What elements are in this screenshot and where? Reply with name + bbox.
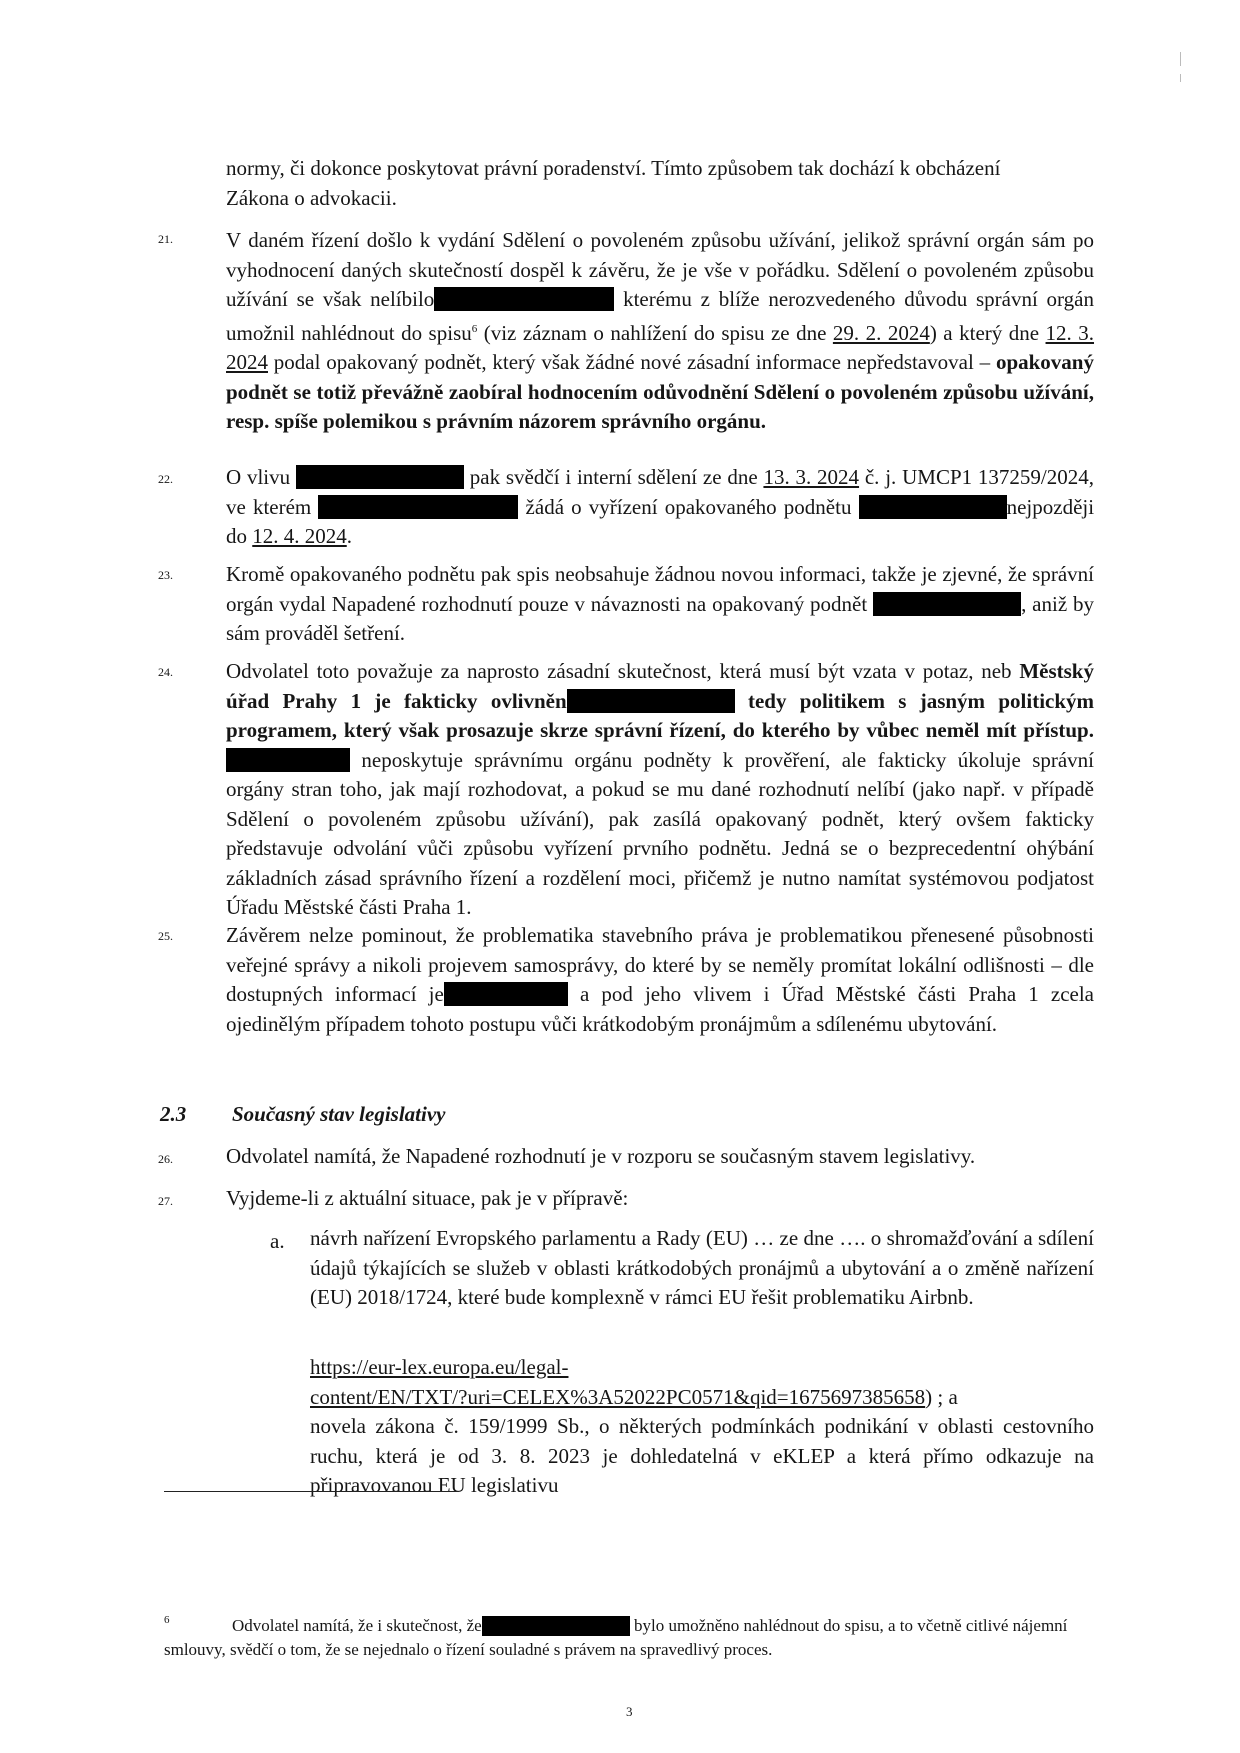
redaction-block xyxy=(859,495,1007,519)
footnote-mark: 6 xyxy=(164,1614,170,1626)
section-title: Současný stav legislativy xyxy=(232,1102,446,1126)
paragraph-number: 21. xyxy=(158,232,173,246)
list-letter: a. xyxy=(270,1229,285,1253)
paragraph-text: žádá o vyřízení opakovaného podnětu xyxy=(525,494,852,519)
paragraph-text: O vlivu xyxy=(226,465,291,489)
footnote-text: Odvolatel namítá, že i skutečnost, že xyxy=(232,1616,482,1635)
paragraph-text: Kromě opakovaného podnětu pak spis neobsahuje žádnou novou informaci, takže je zjevné, že správní orgán vydal Napadené rozhodnutí pouze v návaznosti na opakovaný podnět xyxy=(226,562,1094,616)
paragraph-text: Zákona o advokacii. xyxy=(226,185,397,210)
eur-lex-link[interactable] xyxy=(310,1353,958,1412)
paragraph-20-tail xyxy=(226,154,1094,213)
footnote xyxy=(164,1614,1094,1662)
date: 12. 4. 2024 xyxy=(252,524,347,548)
page-number: 3 xyxy=(626,1704,633,1719)
paragraph-text: kterému z blíže nerozvedeného důvodu správní orgán umožnil nahlédnout do spisu xyxy=(226,287,1094,345)
paragraph-text: pak svědčí i interní sdělení ze dne xyxy=(469,465,764,489)
list-item-a: návrh nařízení Evropského parlamentu a Rady (EU) … ze dne …. o shromažďování a sdílení údajů týkajících se služeb v oblasti krátkodobých pronájmů a ubytování a o změně nařízení (EU) 2018/1724, které bude komplexně v rámci EU řešit problematiku Airbnb. xyxy=(310,1226,1094,1309)
paragraph-22 xyxy=(226,463,1094,552)
section-number: 2.3 xyxy=(160,1102,187,1126)
scan-mark xyxy=(1180,52,1181,66)
redaction-block xyxy=(482,1616,630,1636)
paragraph-number: 27. xyxy=(158,1194,173,1208)
paragraph-27: Vyjdeme-li z aktuální situace, pak je v přípravě: xyxy=(226,1186,629,1210)
redaction-block xyxy=(296,465,464,489)
paragraph-21 xyxy=(226,226,1094,437)
footnote-text: bylo umožněno nahlédnout do spisu, a to včetně citlivé nájemní smlouvy, svědčí o tom, že se nejednalo o řízení souladné s právem na spravedlivý proces. xyxy=(164,1616,1068,1659)
paragraph-text: V daném řízení došlo k vydání Sdělení o povoleném způsobu užívání, jelikož správní orgán sám po vyhodnocení daných skutečností dospěl k závěru, že je vše v pořádku. Sdělení o povoleném způsobu užívání se však nelíbilo xyxy=(226,228,1094,311)
paragraph-text: podal opakovaný podnět, který však žádné nové zásadní informace nepředstavoval – xyxy=(268,350,996,374)
footnote-reference: 6 xyxy=(471,322,478,335)
paragraph-text: Odvolatel toto považuje za naprosto zásadní skutečnost, která musí být vzata v potaz, neb xyxy=(226,659,1020,683)
paragraph-number: 26. xyxy=(158,1152,173,1166)
paragraph-23 xyxy=(226,560,1094,649)
date: 13. 3. 2024 xyxy=(763,465,860,489)
scan-mark xyxy=(1180,74,1181,82)
bold-text: tedy politikem s jasným politickým programem, který však prosazuje skrze správní řízení, do kterého by vůbec neměl mít přístup. xyxy=(226,688,1095,742)
paragraph-text: Závěrem nelze pominout, že problematika stavebního práva je problematikou přenesené působnosti veřejné správy a nikoli projevem samosprávy, do které by se neměly promítat lokální odlišnosti – dle dostupných informací je xyxy=(226,923,1094,1006)
bold-text: opakovaný podnět se totiž převážně zaobíral hodnocením odůvodnění Sdělení o povoleném způsobu užívání, resp. spíše polemikou s právním názorem správního orgánu. xyxy=(226,350,1094,433)
paragraph-number: 22. xyxy=(158,472,173,486)
paragraph-text: a pod jeho vlivem i Úřad Městské části Praha 1 zcela ojedinělým případem tohoto postupu vůči krátkodobým pronájmům a sdílenému ubytování. xyxy=(226,982,1094,1036)
redaction-block xyxy=(873,592,1021,616)
paragraph-text: normy, či dokonce poskytovat právní poradenství. Tímto způsobem tak dochází k obcházení xyxy=(226,156,1001,180)
paragraph-number: 25. xyxy=(158,929,173,943)
redaction-block xyxy=(434,287,614,311)
paragraph-text: ) ; a xyxy=(925,1384,958,1409)
paragraph-text: ) a který dne xyxy=(929,320,1046,345)
redaction-block xyxy=(567,689,735,713)
paragraph-text: neposkytuje správnímu orgánu podněty k prověření, ale fakticky úkoluje správní orgány stran toho, jak mají rozhodovat, a pokud se mu dané rozhodnutí nelíbí (jako např. v případě Sdělení o povoleném způsobu užívání), pak zasílá opakovaný podnět, který ovšem fakticky představuje odvolání vůči způsobu vyřízení prvního podnětu. Jedná se o bezprecedentní ohýbání základních zásad správního řízení a rozdělení moci, přičemž je nutno namítat systémovou podjatost Úřadu Městské části Praha 1. xyxy=(226,747,1095,919)
list-item-b: novela zákona č. 159/1999 Sb., o některých podmínkách podnikání v oblasti cestovního ruchu, která je od 3. 8. 2023 je dohledatelná v eKLEP a která přímo odkazuje na připravovanou EU legislativu xyxy=(310,1414,1094,1497)
paragraph-text: . xyxy=(346,524,352,548)
redaction-block xyxy=(226,748,350,772)
paragraph-24 xyxy=(226,657,1094,923)
paragraph-number: 23. xyxy=(158,568,173,582)
paragraph-25 xyxy=(226,921,1094,1039)
date: 29. 2. 2024 xyxy=(832,320,930,345)
paragraph-text: č. j. UMCP1 137259/2024, ve kterém xyxy=(226,465,1095,519)
footnote-separator xyxy=(164,1491,458,1492)
link-text[interactable]: content/EN/TXT/?uri=CELEX%3A52022PC0571&qid=1675697385658 xyxy=(310,1384,926,1409)
paragraph-number: 24. xyxy=(158,665,173,679)
paragraph-26: Odvolatel namítá, že Napadené rozhodnutí je v rozporu se současným stavem legislativy. xyxy=(226,1144,976,1168)
redaction-block xyxy=(318,495,518,519)
paragraph-text: nejpozději do xyxy=(226,494,1095,548)
bold-text: Městský úřad Prahy 1 je fakticky ovlivněn xyxy=(226,659,1094,713)
date: 12. 3. 2024 xyxy=(226,320,1095,374)
link-text[interactable]: https://eur-lex.europa.eu/legal- xyxy=(310,1355,569,1379)
redaction-block xyxy=(444,982,568,1006)
paragraph-text: , aniž by sám prováděl šetření. xyxy=(226,591,1094,645)
paragraph-text: (viz záznam o nahlížení do spisu ze dne xyxy=(477,320,833,345)
